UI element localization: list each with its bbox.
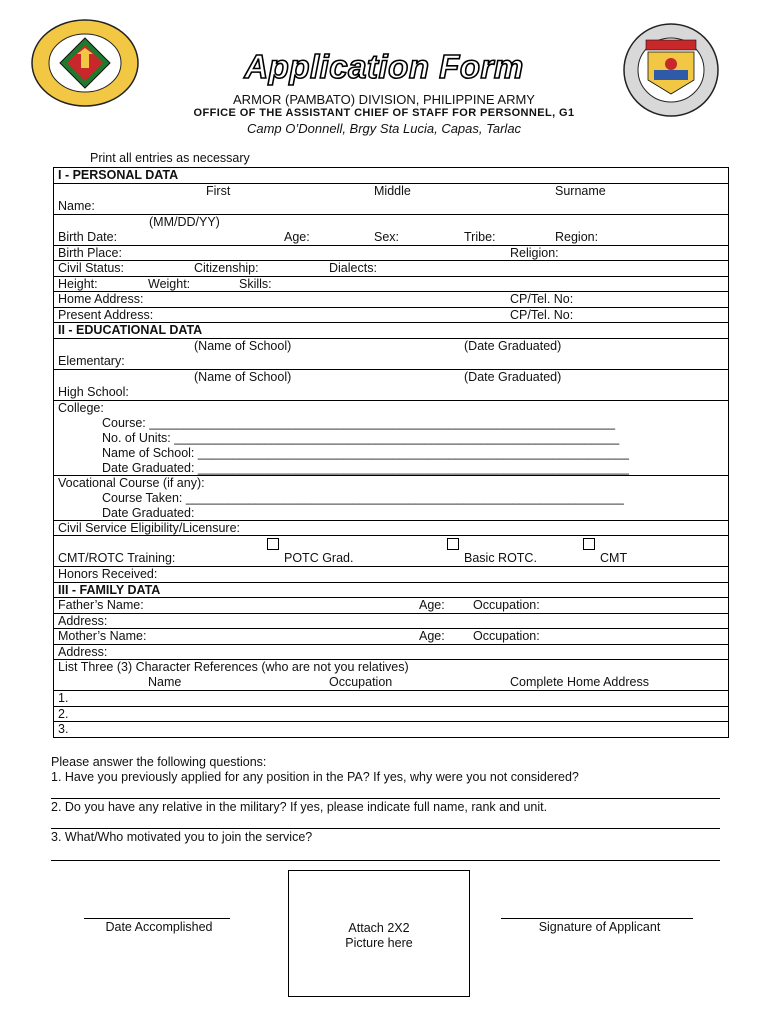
date-accomplished-line[interactable] bbox=[84, 918, 230, 919]
vocational-date-label: Date Graduated: bbox=[102, 505, 195, 520]
educational-data-heading: II - EDUCATIONAL DATA bbox=[54, 323, 729, 339]
father-address-label: Address: bbox=[58, 613, 108, 628]
ref-col-address: Complete Home Address bbox=[510, 675, 649, 689]
photo-line-2: Picture here bbox=[345, 936, 413, 950]
height-label: Height: bbox=[58, 276, 98, 291]
reference-row-2[interactable] bbox=[54, 706, 729, 722]
instruction-text: Print all entries as necessary bbox=[90, 151, 250, 165]
elem-date-hint: (Date Graduated) bbox=[464, 338, 562, 353]
father-name-label: Father’s Name: bbox=[58, 598, 144, 612]
answer-line-3[interactable] bbox=[51, 860, 720, 861]
hs-school-hint: (Name of School) bbox=[194, 369, 292, 384]
basic-rotc-label: Basic ROTC. bbox=[464, 551, 537, 565]
office-name: OFFICE OF THE ASSISTANT CHIEF OF STAFF FOR PERSONNEL, G1 bbox=[193, 107, 575, 119]
signature-line[interactable] bbox=[501, 918, 693, 919]
mother-name-label: Mother’s Name: bbox=[58, 629, 147, 643]
mother-address-row[interactable] bbox=[54, 644, 729, 660]
skills-label: Skills: bbox=[239, 276, 272, 291]
cmt-rotc-label: CMT/ROTC Training: bbox=[58, 551, 176, 565]
elementary-label: Elementary: bbox=[58, 353, 125, 368]
civil-status-row[interactable] bbox=[54, 261, 729, 277]
answer-line-1[interactable] bbox=[51, 798, 720, 799]
hs-date-hint: (Date Graduated) bbox=[464, 369, 562, 384]
college-course-line: Course: ___________________________________________________________________ bbox=[102, 415, 616, 430]
present-address-row[interactable] bbox=[54, 307, 729, 323]
potc-checkbox[interactable] bbox=[267, 538, 279, 550]
present-address-label: Present Address: bbox=[58, 307, 154, 322]
vocational-label: Vocational Course (if any): bbox=[58, 475, 205, 490]
question-1: 1. Have you previously applied for any position in the PA? If yes, why were you not considered? bbox=[51, 770, 579, 784]
college-label: College: bbox=[58, 400, 104, 415]
personal-data-heading: I - PERSONAL DATA bbox=[54, 168, 729, 184]
reference-number: 2. bbox=[58, 706, 69, 721]
elem-school-hint: (Name of School) bbox=[194, 338, 292, 353]
ref-col-name: Name bbox=[148, 675, 182, 689]
mother-row[interactable] bbox=[54, 629, 729, 645]
mother-occupation-label: Occupation: bbox=[473, 629, 540, 643]
date-accomplished-label: Date Accomplished bbox=[105, 920, 213, 934]
high-school-label: High School: bbox=[58, 384, 129, 399]
photo-line-1: Attach 2X2 bbox=[348, 921, 410, 935]
father-occupation-label: Occupation: bbox=[473, 598, 540, 612]
office-address: Camp O’Donnell, Brgy Sta Lucia, Capas, Tarlac bbox=[246, 121, 522, 136]
division-name: ARMOR (PAMBATO) DIVISION, PHILIPPINE ARMY bbox=[233, 92, 535, 107]
family-data-heading: III - FAMILY DATA bbox=[54, 582, 729, 598]
birth-place-row[interactable] bbox=[54, 245, 729, 261]
question-2: 2. Do you have any relative in the military? If yes, please indicate full name, rank and unit. bbox=[51, 800, 548, 814]
mother-age-label: Age: bbox=[419, 629, 445, 643]
dialects-label: Dialects: bbox=[329, 261, 377, 275]
references-label: List Three (3) Character References (who are not you relatives) bbox=[58, 660, 409, 674]
cmt-rotc-row[interactable] bbox=[54, 536, 729, 567]
home-address-label: Home Address: bbox=[58, 292, 144, 306]
date-format-hint: (MM/DD/YY) bbox=[149, 214, 220, 229]
name-label: Name: bbox=[58, 198, 95, 213]
reference-number: 3. bbox=[58, 722, 69, 736]
civil-service-row[interactable] bbox=[54, 520, 729, 536]
birth-date-label: Birth Date: bbox=[58, 229, 118, 244]
religion-label: Religion: bbox=[510, 245, 559, 260]
elementary-row[interactable] bbox=[54, 338, 729, 369]
cmt-label: CMT bbox=[600, 551, 628, 565]
signature-label: Signature of Applicant bbox=[538, 920, 661, 934]
weight-label: Weight: bbox=[148, 276, 191, 291]
reference-row-3[interactable] bbox=[54, 722, 729, 738]
photo-box bbox=[288, 870, 470, 997]
questions-intro: Please answer the following questions: bbox=[51, 755, 267, 769]
application-form-table bbox=[53, 167, 729, 738]
vocational-block[interactable] bbox=[54, 475, 729, 520]
name-field[interactable] bbox=[54, 183, 729, 214]
question-3: 3. What/Who motivated you to join the service? bbox=[51, 830, 313, 844]
surname-label: Surname bbox=[555, 183, 606, 198]
age-label: Age: bbox=[284, 229, 310, 244]
civil-status-label: Civil Status: bbox=[58, 261, 124, 275]
college-units-line: No. of Units: ________________________________________________________________ bbox=[102, 430, 620, 445]
father-age-label: Age: bbox=[419, 598, 445, 612]
vocational-course-line: Course Taken: _______________________________________________________________ bbox=[102, 490, 624, 505]
college-date-line: Date Graduated: ______________________________________________________________ bbox=[102, 460, 629, 475]
citizenship-label: Citizenship: bbox=[194, 261, 259, 275]
high-school-row[interactable] bbox=[54, 369, 729, 400]
answer-line-2[interactable] bbox=[51, 828, 720, 829]
civil-service-label: Civil Service Eligibility/Licensure: bbox=[58, 520, 241, 535]
sex-label: Sex: bbox=[374, 229, 400, 244]
college-block[interactable] bbox=[54, 400, 729, 475]
reference-number: 1. bbox=[58, 691, 69, 705]
middle-label: Middle bbox=[374, 183, 411, 198]
ref-col-occupation: Occupation bbox=[329, 675, 393, 689]
region-label: Region: bbox=[555, 229, 599, 244]
honors-row[interactable] bbox=[54, 567, 729, 583]
reference-row-1[interactable] bbox=[54, 691, 729, 707]
potc-label: POTC Grad. bbox=[284, 551, 354, 565]
father-row[interactable] bbox=[54, 598, 729, 614]
home-address-row[interactable] bbox=[54, 292, 729, 308]
home-cp-label: CP/Tel. No: bbox=[510, 292, 574, 306]
first-label: First bbox=[206, 183, 231, 198]
honors-label: Honors Received: bbox=[58, 567, 158, 581]
present-cp-label: CP/Tel. No: bbox=[510, 307, 574, 322]
height-row[interactable] bbox=[54, 276, 729, 292]
basic-rotc-checkbox[interactable] bbox=[447, 538, 459, 550]
cmt-checkbox[interactable] bbox=[583, 538, 595, 550]
birth-date-row[interactable] bbox=[54, 214, 729, 245]
mother-address-label: Address: bbox=[58, 644, 108, 659]
birth-place-label: Birth Place: bbox=[58, 245, 122, 260]
college-school-line: Name of School: ______________________________________________________________ bbox=[102, 445, 629, 460]
references-header-row bbox=[54, 660, 729, 691]
tribe-label: Tribe: bbox=[464, 229, 496, 244]
father-address-row[interactable] bbox=[54, 613, 729, 629]
form-title: Application Form bbox=[244, 48, 524, 85]
